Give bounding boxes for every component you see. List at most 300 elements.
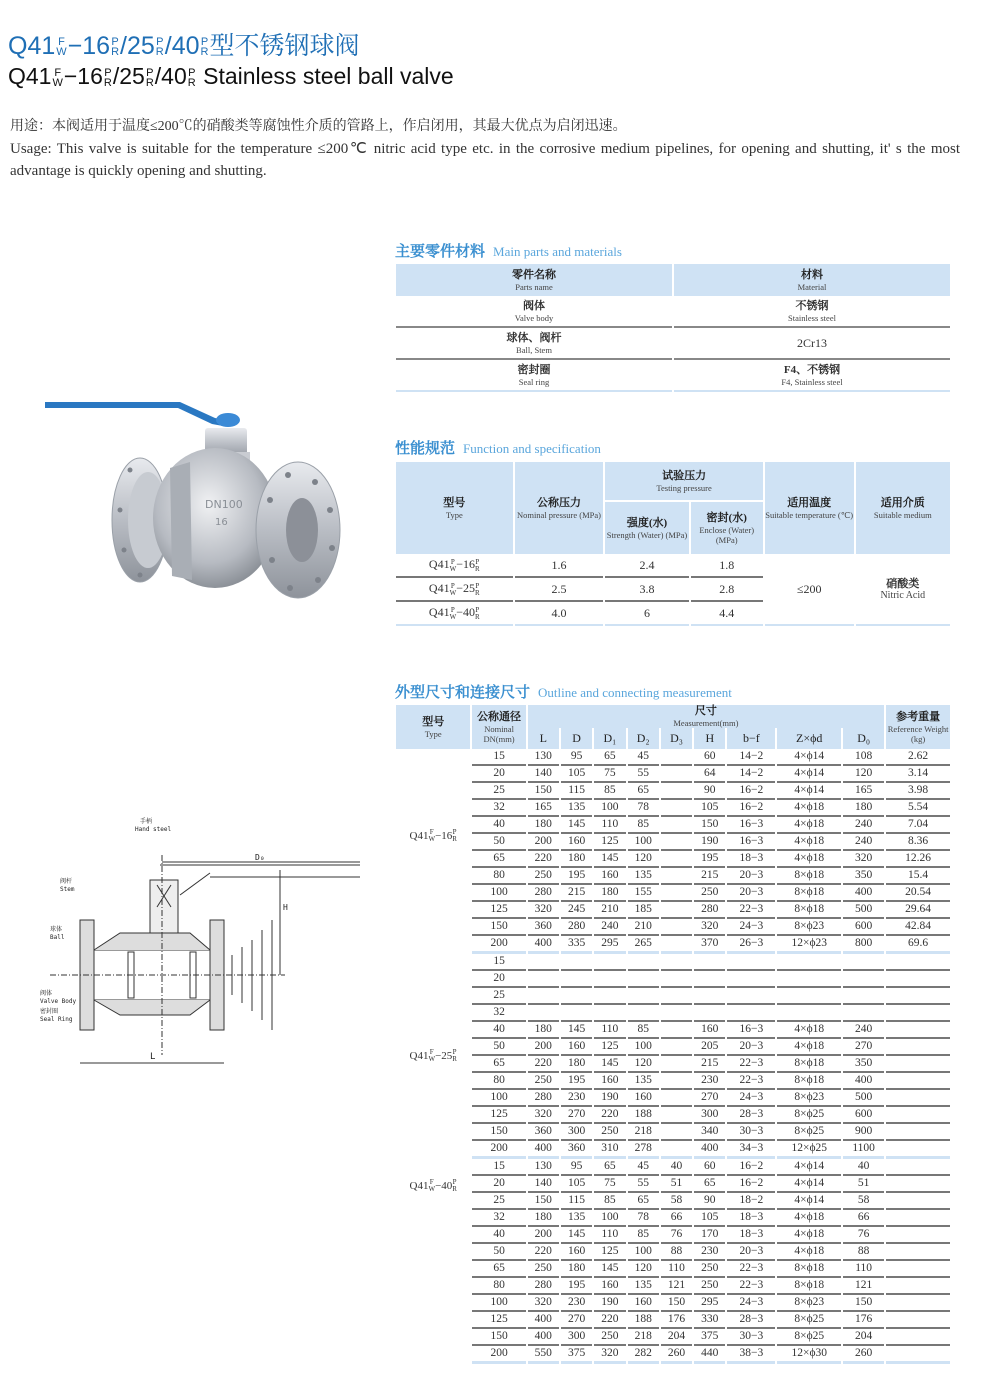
table-row: [396, 902, 950, 919]
table-cell: 180: [561, 1261, 592, 1278]
table-cell: [886, 1261, 950, 1278]
table-cell: [661, 1022, 692, 1039]
table-cell: 195: [561, 868, 592, 885]
table-cell: 15: [472, 1159, 525, 1176]
table-cell: 180: [528, 817, 559, 834]
outline-section-title: 外型尺寸和连接尺寸 Outline and connecting measurement: [395, 685, 732, 701]
table-cell: 230: [561, 1295, 592, 1312]
table-cell: 8×ϕ23: [777, 1295, 841, 1312]
table-cell: 8×ϕ18: [777, 885, 841, 902]
table-cell: 215: [561, 885, 592, 902]
table-cell: [661, 817, 692, 834]
table-cell: 4×ϕ18: [777, 800, 841, 817]
table-cell: 76: [661, 1227, 692, 1244]
outline-table: 型号 Type 公称通径 Nominal DN(mm) 尺寸 Measurement(mm) 参考重量 Reference Weight (kg) L D D₁ D₂ D₃ H b−f Z×ϕd D₀ Q41 F W −16 P R 15 130 95 65 45 60 14−2 4×ϕ14 108 2.62 20 140 105 75 55 64 14−2 4×ϕ14 120 3.14 25 150 115 85 65 90 16−2 4×ϕ14 165 3.98 32 165 135 100 78 105 16−2 4×ϕ18 180 5.54 40 180 145 110 85 150 16−3 4×ϕ18 240 7.04 50 200 160 125 100 190 16−3 4×ϕ18 240 8.36 65 220 180 145 120 195 18−3 4×ϕ18 320 12.26 80 250 195 160 135 215 20−3 8×ϕ18 350 15.4 100 280 215 180 155 250 20−3 8×ϕ18 400 20.54 125 320 245 210 185 280 22−3 8×ϕ18 500 29.64 150 360 280 240 210 320 24−3 8×ϕ23 600 42.84 200 400 335 295 265 370 26−3 12×ϕ23 800 69.6 Q41 F W −25 P R 15 20 25 32 40 180 145 110 85 160 16−3 4×ϕ18 240 50 200 160 125 100 205 20−3 4×ϕ18 270 65 220 180 145 120 215 22−3 8×ϕ18 350 80 250 195 160 135 230 22−3 8×ϕ18 400 100 280 230 190 160 270 24−3 8×ϕ23 500 125 320 270 220 188 300 28−3 8×ϕ25 600 150 360 300 250 218 340 30−3 8×ϕ25 900 200 400 360 310 278 400 34−3 12×ϕ25 1100 Q41 F W −40 P R 15 130 95 65 45 40 60 16−2 4×ϕ14 40 20 140 105 75 55 51 65 16−2 4×ϕ14 51 25 150 115 85 65 58 90 18−2 4×ϕ14 58 32 180 135 100 78 66 105 18−3 4×ϕ18 66 40 200 145 110 85 76 170 18−3 4×ϕ18 76 50 220 160 125 100 88 230 20−3 4×ϕ18 88 65 250 180 145 120 110 250 22−3 8×ϕ18 110 80 280 195 160 135 121 250 22−3 8×ϕ18 121 100 320 230 190 160 150 295 24−3 8×ϕ23 150 125 400 270 220 188 176 330 28−3 8×ϕ25 176 150 400 300 250 218 204 375 30−3 8×ϕ25 204 200 550 375 320 282 260 440 38−3 12×ϕ30 260: [394, 705, 952, 1364]
table-cell: 28−3: [727, 1107, 775, 1124]
table-cell: 230: [694, 1073, 725, 1090]
table-row: Q41 P W −25 P R 2.5 3.8 2.8: [396, 578, 950, 602]
table-cell: 32: [472, 1210, 525, 1227]
usage-text-cn: 用途：本阀适用于温度≤200℃的硝酸类等腐蚀性介质的管路上，作启闭用，其最大优点为启闭迅速。: [10, 119, 627, 134]
table-cell: [843, 954, 884, 971]
table-cell: 145: [594, 851, 625, 868]
table-cell: 110: [594, 1227, 625, 1244]
table-cell: 16−2: [727, 800, 775, 817]
table-cell: 115: [561, 1193, 592, 1210]
table-cell: 90: [694, 1193, 725, 1210]
spec-section-title: 性能规范 Function and specification: [395, 441, 601, 457]
table-cell: 210: [594, 902, 625, 919]
table-cell: [886, 1107, 950, 1124]
table-row: [396, 1124, 950, 1141]
table-cell: 20: [472, 971, 525, 988]
table-cell: 230: [694, 1244, 725, 1261]
table-cell: 65: [594, 749, 625, 766]
table-cell: 100: [472, 885, 525, 902]
table-cell: [843, 971, 884, 988]
table-cell: 58: [843, 1193, 884, 1210]
table-cell: 8×ϕ18: [777, 902, 841, 919]
table-cell: 28−3: [727, 1312, 775, 1329]
table-cell: 20−3: [727, 885, 775, 902]
table-cell: 8×ϕ18: [777, 868, 841, 885]
table-cell: 205: [694, 1039, 725, 1056]
table-cell: 65: [472, 851, 525, 868]
table-cell: 600: [843, 1107, 884, 1124]
table-cell: 335: [561, 936, 592, 954]
table-cell: 375: [561, 1346, 592, 1364]
table-cell: 29.64: [886, 902, 950, 919]
table-cell: 120: [628, 851, 659, 868]
table-cell: 20: [472, 1176, 525, 1193]
table-cell: [528, 1005, 559, 1022]
table-row: [396, 1261, 950, 1278]
table-cell: 8×ϕ18: [777, 1261, 841, 1278]
table-cell: 22−3: [727, 1073, 775, 1090]
type-label: Q41 F W −16 P R: [409, 828, 457, 844]
table-cell: 280: [694, 902, 725, 919]
table-cell: 16−2: [727, 1159, 775, 1176]
table-row: [396, 988, 950, 1005]
table-cell: [528, 988, 559, 1005]
table-cell: 125: [594, 834, 625, 851]
table-cell: 800: [843, 936, 884, 954]
table-cell: [694, 1005, 725, 1022]
table-cell: 3.14: [886, 766, 950, 783]
table-cell: [661, 971, 692, 988]
table-cell: 400: [843, 885, 884, 902]
table-cell: [886, 1346, 950, 1364]
table-row: [396, 1244, 950, 1261]
table-cell: [661, 936, 692, 954]
table-cell: [777, 988, 841, 1005]
table-cell: 140: [528, 1176, 559, 1193]
table-cell: 40: [661, 1159, 692, 1176]
page-title-cn: Q41 F W −16 P R /25 P R /40 P R 型不锈钢球阀: [8, 32, 360, 60]
table-cell: 85: [628, 817, 659, 834]
table-cell: 85: [628, 1227, 659, 1244]
table-cell: 165: [843, 783, 884, 800]
table-row: [396, 834, 950, 851]
table-cell: 12×ϕ25: [777, 1141, 841, 1159]
svg-text:Seal Ring: Seal Ring: [40, 1016, 73, 1023]
cross-section-drawing: [40, 815, 360, 1085]
table-cell: 145: [561, 1022, 592, 1039]
table-cell: 22−3: [727, 902, 775, 919]
table-cell: [886, 1022, 950, 1039]
table-row: [396, 1193, 950, 1210]
table-cell: 14−2: [727, 766, 775, 783]
table-cell: 240: [843, 1022, 884, 1039]
table-cell: [661, 1005, 692, 1022]
table-cell: 12×ϕ30: [777, 1346, 841, 1364]
table-cell: 250: [528, 1261, 559, 1278]
table-cell: 220: [528, 851, 559, 868]
table-cell: 88: [661, 1244, 692, 1261]
table-cell: 55: [628, 1176, 659, 1193]
table-cell: 190: [594, 1295, 625, 1312]
ball-valve-photo: [40, 390, 380, 630]
table-cell: 18−2: [727, 1193, 775, 1210]
table-cell: 108: [843, 749, 884, 766]
table-row: 密封圈 Seal ring F4、不锈钢 F4, Stainless steel: [396, 360, 950, 392]
table-cell: 185: [628, 902, 659, 919]
table-cell: 150: [472, 1124, 525, 1141]
table-cell: 24−3: [727, 1090, 775, 1107]
table-cell: 25: [472, 783, 525, 800]
table-cell: 4×ϕ14: [777, 766, 841, 783]
table-cell: 190: [694, 834, 725, 851]
table-cell: [886, 1193, 950, 1210]
table-row: [396, 1073, 950, 1090]
table-cell: 135: [628, 1278, 659, 1295]
table-cell: 4×ϕ14: [777, 1159, 841, 1176]
table-cell: [843, 988, 884, 1005]
table-cell: [886, 954, 950, 971]
table-cell: 310: [594, 1141, 625, 1159]
table-cell: 14−2: [727, 749, 775, 766]
table-cell: 270: [561, 1107, 592, 1124]
table-cell: 80: [472, 1073, 525, 1090]
table-cell: [777, 1005, 841, 1022]
table-cell: 155: [628, 885, 659, 902]
table-cell: 260: [661, 1346, 692, 1364]
table-cell: 20−3: [727, 1244, 775, 1261]
table-cell: 218: [628, 1329, 659, 1346]
table-row: [396, 1039, 950, 1056]
table-cell: 69.6: [886, 936, 950, 954]
table-cell: 15: [472, 749, 525, 766]
table-cell: 295: [594, 936, 625, 954]
table-cell: 160: [594, 1278, 625, 1295]
table-cell: 160: [694, 1022, 725, 1039]
table-cell: 4×ϕ18: [777, 1244, 841, 1261]
table-cell: 76: [843, 1227, 884, 1244]
table-row: [396, 919, 950, 936]
table-cell: [661, 988, 692, 1005]
table-cell: 200: [528, 834, 559, 851]
table-cell: 1100: [843, 1141, 884, 1159]
table-cell: 220: [528, 1244, 559, 1261]
table-cell: 4×ϕ14: [777, 1193, 841, 1210]
table-cell: 160: [561, 834, 592, 851]
table-cell: 145: [561, 817, 592, 834]
svg-text:D₀: D₀: [255, 853, 265, 862]
table-cell: 125: [472, 1312, 525, 1329]
table-row: [396, 885, 950, 902]
table-cell: 105: [694, 800, 725, 817]
table-row: [396, 1005, 950, 1022]
table-row: [396, 800, 950, 817]
table-cell: 260: [843, 1346, 884, 1364]
svg-text:H: H: [283, 903, 288, 912]
table-cell: 80: [472, 868, 525, 885]
table-cell: 24−3: [727, 919, 775, 936]
table-cell: 400: [528, 1312, 559, 1329]
table-cell: 180: [594, 885, 625, 902]
table-cell: 135: [561, 800, 592, 817]
table-cell: 250: [694, 1278, 725, 1295]
table-cell: [661, 954, 692, 971]
table-cell: 4×ϕ18: [777, 851, 841, 868]
table-cell: 218: [628, 1124, 659, 1141]
table-cell: 204: [843, 1329, 884, 1346]
table-cell: 88: [843, 1244, 884, 1261]
table-cell: 400: [528, 1141, 559, 1159]
table-cell: 4×ϕ18: [777, 1039, 841, 1056]
table-cell: 45: [628, 749, 659, 766]
table-cell: [886, 1329, 950, 1346]
table-cell: 4×ϕ14: [777, 749, 841, 766]
table-cell: [777, 971, 841, 988]
table-cell: 300: [694, 1107, 725, 1124]
table-cell: 375: [694, 1329, 725, 1346]
usage-text-en: Usage: This valve is suitable for the temperature ≤200℃ nitric acid type etc. in the corrosive medium pipelines, for opening and shutting, it' s the most advantage is quickly opening and shutting.: [10, 141, 960, 179]
table-cell: [661, 902, 692, 919]
table-cell: 220: [594, 1107, 625, 1124]
table-row: [396, 1312, 950, 1329]
parts-materials-table: [394, 264, 952, 392]
table-cell: 95: [561, 1159, 592, 1176]
table-cell: [661, 1090, 692, 1107]
table-cell: 95: [561, 749, 592, 766]
table-cell: 65: [472, 1261, 525, 1278]
table-cell: 65: [694, 1176, 725, 1193]
table-cell: 220: [594, 1312, 625, 1329]
table-cell: 270: [561, 1312, 592, 1329]
table-cell: 300: [561, 1124, 592, 1141]
table-cell: 135: [561, 1210, 592, 1227]
table-cell: 195: [561, 1073, 592, 1090]
svg-text:Ball: Ball: [50, 934, 65, 941]
table-cell: 40: [843, 1159, 884, 1176]
table-cell: 150: [528, 1193, 559, 1210]
table-cell: [561, 1005, 592, 1022]
table-cell: 40: [472, 1227, 525, 1244]
table-cell: [594, 988, 625, 1005]
table-cell: [628, 954, 659, 971]
table-cell: [886, 1005, 950, 1022]
table-cell: 250: [528, 868, 559, 885]
svg-text:密封圈: 密封圈: [40, 1008, 59, 1015]
table-cell: 22−3: [727, 1278, 775, 1295]
table-cell: 180: [843, 800, 884, 817]
table-cell: 50: [472, 1244, 525, 1261]
table-cell: 150: [694, 817, 725, 834]
table-cell: [886, 1244, 950, 1261]
table-cell: 40: [472, 1022, 525, 1039]
table-cell: 25: [472, 988, 525, 1005]
table-cell: [661, 868, 692, 885]
table-cell: 8×ϕ25: [777, 1312, 841, 1329]
table-cell: 120: [628, 1056, 659, 1073]
table-cell: [661, 885, 692, 902]
table-cell: 55: [628, 766, 659, 783]
table-cell: 550: [528, 1346, 559, 1364]
table-cell: [694, 988, 725, 1005]
table-cell: 75: [594, 766, 625, 783]
table-cell: 100: [472, 1295, 525, 1312]
table-cell: [628, 971, 659, 988]
table-cell: 50: [472, 834, 525, 851]
table-cell: 150: [843, 1295, 884, 1312]
table-row: [396, 1056, 950, 1073]
table-cell: 60: [694, 749, 725, 766]
table-cell: 100: [628, 1244, 659, 1261]
table-cell: 270: [694, 1090, 725, 1107]
table-cell: 280: [561, 919, 592, 936]
table-cell: 220: [528, 1056, 559, 1073]
table-cell: 110: [594, 1022, 625, 1039]
table-cell: 16−3: [727, 1022, 775, 1039]
table-cell: 80: [472, 1278, 525, 1295]
page-title-en: Q41 F W −16 P R /25 P R /40 P R Stainless steel ball valve: [8, 63, 454, 89]
svg-text:Hand steel: Hand steel: [135, 826, 172, 833]
table-cell: 18−3: [727, 1227, 775, 1244]
table-cell: 105: [561, 1176, 592, 1193]
table-cell: 265: [628, 936, 659, 954]
table-cell: [661, 851, 692, 868]
table-cell: [628, 988, 659, 1005]
table-cell: 320: [528, 902, 559, 919]
table-cell: [594, 971, 625, 988]
table-cell: 16−3: [727, 834, 775, 851]
table-row: [396, 1176, 950, 1193]
table-cell: 135: [628, 1073, 659, 1090]
table-cell: 210: [628, 919, 659, 936]
table-cell: 110: [843, 1261, 884, 1278]
table-cell: 110: [594, 817, 625, 834]
table-row: [396, 868, 950, 885]
table-cell: 18−3: [727, 851, 775, 868]
table-cell: 200: [472, 1141, 525, 1159]
table-cell: [661, 1141, 692, 1159]
table-cell: 15.4: [886, 868, 950, 885]
table-cell: 100: [628, 1039, 659, 1056]
table-cell: 370: [694, 936, 725, 954]
table-cell: 320: [528, 1295, 559, 1312]
table-cell: 195: [694, 851, 725, 868]
table-cell: 130: [528, 1159, 559, 1176]
table-cell: 65: [594, 1159, 625, 1176]
table-cell: 200: [472, 936, 525, 954]
table-cell: 85: [628, 1022, 659, 1039]
table-cell: 3.98: [886, 783, 950, 800]
table-row: [396, 1346, 950, 1364]
table-cell: 250: [528, 1073, 559, 1090]
table-cell: [886, 1039, 950, 1056]
table-cell: 200: [528, 1227, 559, 1244]
table-cell: 100: [594, 800, 625, 817]
table-cell: 250: [694, 1261, 725, 1278]
table-cell: 32: [472, 1005, 525, 1022]
table-cell: [886, 988, 950, 1005]
table-cell: [727, 971, 775, 988]
table-row: [396, 954, 950, 971]
table-cell: 8×ϕ25: [777, 1329, 841, 1346]
table-cell: 600: [843, 919, 884, 936]
table-cell: 160: [561, 1244, 592, 1261]
table-cell: 60: [694, 1159, 725, 1176]
table-cell: 50: [472, 1039, 525, 1056]
table-cell: [561, 971, 592, 988]
table-cell: 8×ϕ25: [777, 1124, 841, 1141]
table-cell: 240: [843, 817, 884, 834]
table-cell: 85: [594, 783, 625, 800]
table-cell: [886, 1159, 950, 1176]
table-cell: [886, 1210, 950, 1227]
table-cell: 250: [594, 1124, 625, 1141]
table-cell: 350: [843, 868, 884, 885]
table-cell: [886, 1295, 950, 1312]
table-row: [396, 1278, 950, 1295]
table-cell: 250: [594, 1329, 625, 1346]
table-row: [396, 1090, 950, 1107]
svg-text:Stem: Stem: [60, 886, 75, 893]
table-cell: 8×ϕ23: [777, 919, 841, 936]
table-cell: 4×ϕ14: [777, 1176, 841, 1193]
table-cell: [886, 1278, 950, 1295]
table-cell: 180: [561, 1056, 592, 1073]
table-cell: [777, 954, 841, 971]
table-row: [396, 1210, 950, 1227]
table-cell: 150: [528, 783, 559, 800]
table-cell: 15: [472, 954, 525, 971]
table-cell: 65: [628, 1193, 659, 1210]
table-cell: 100: [472, 1090, 525, 1107]
table-row: [396, 851, 950, 868]
table-cell: [661, 749, 692, 766]
table-cell: 350: [843, 1056, 884, 1073]
table-cell: 16−3: [727, 817, 775, 834]
table-cell: [594, 954, 625, 971]
table-cell: 320: [843, 851, 884, 868]
table-cell: [886, 1176, 950, 1193]
svg-text:16: 16: [215, 517, 228, 528]
table-row: 阀体 Valve body 不锈钢 Stainless steel: [396, 296, 950, 328]
table-cell: [661, 766, 692, 783]
table-cell: 20−3: [727, 1039, 775, 1056]
table-cell: 64: [694, 766, 725, 783]
table-cell: 200: [528, 1039, 559, 1056]
table-cell: 195: [561, 1278, 592, 1295]
table-cell: [528, 971, 559, 988]
table-row: [396, 1295, 950, 1312]
table-cell: [886, 1073, 950, 1090]
table-cell: 66: [661, 1210, 692, 1227]
table-cell: 12.26: [886, 851, 950, 868]
table-cell: 270: [843, 1039, 884, 1056]
table-cell: [886, 971, 950, 988]
